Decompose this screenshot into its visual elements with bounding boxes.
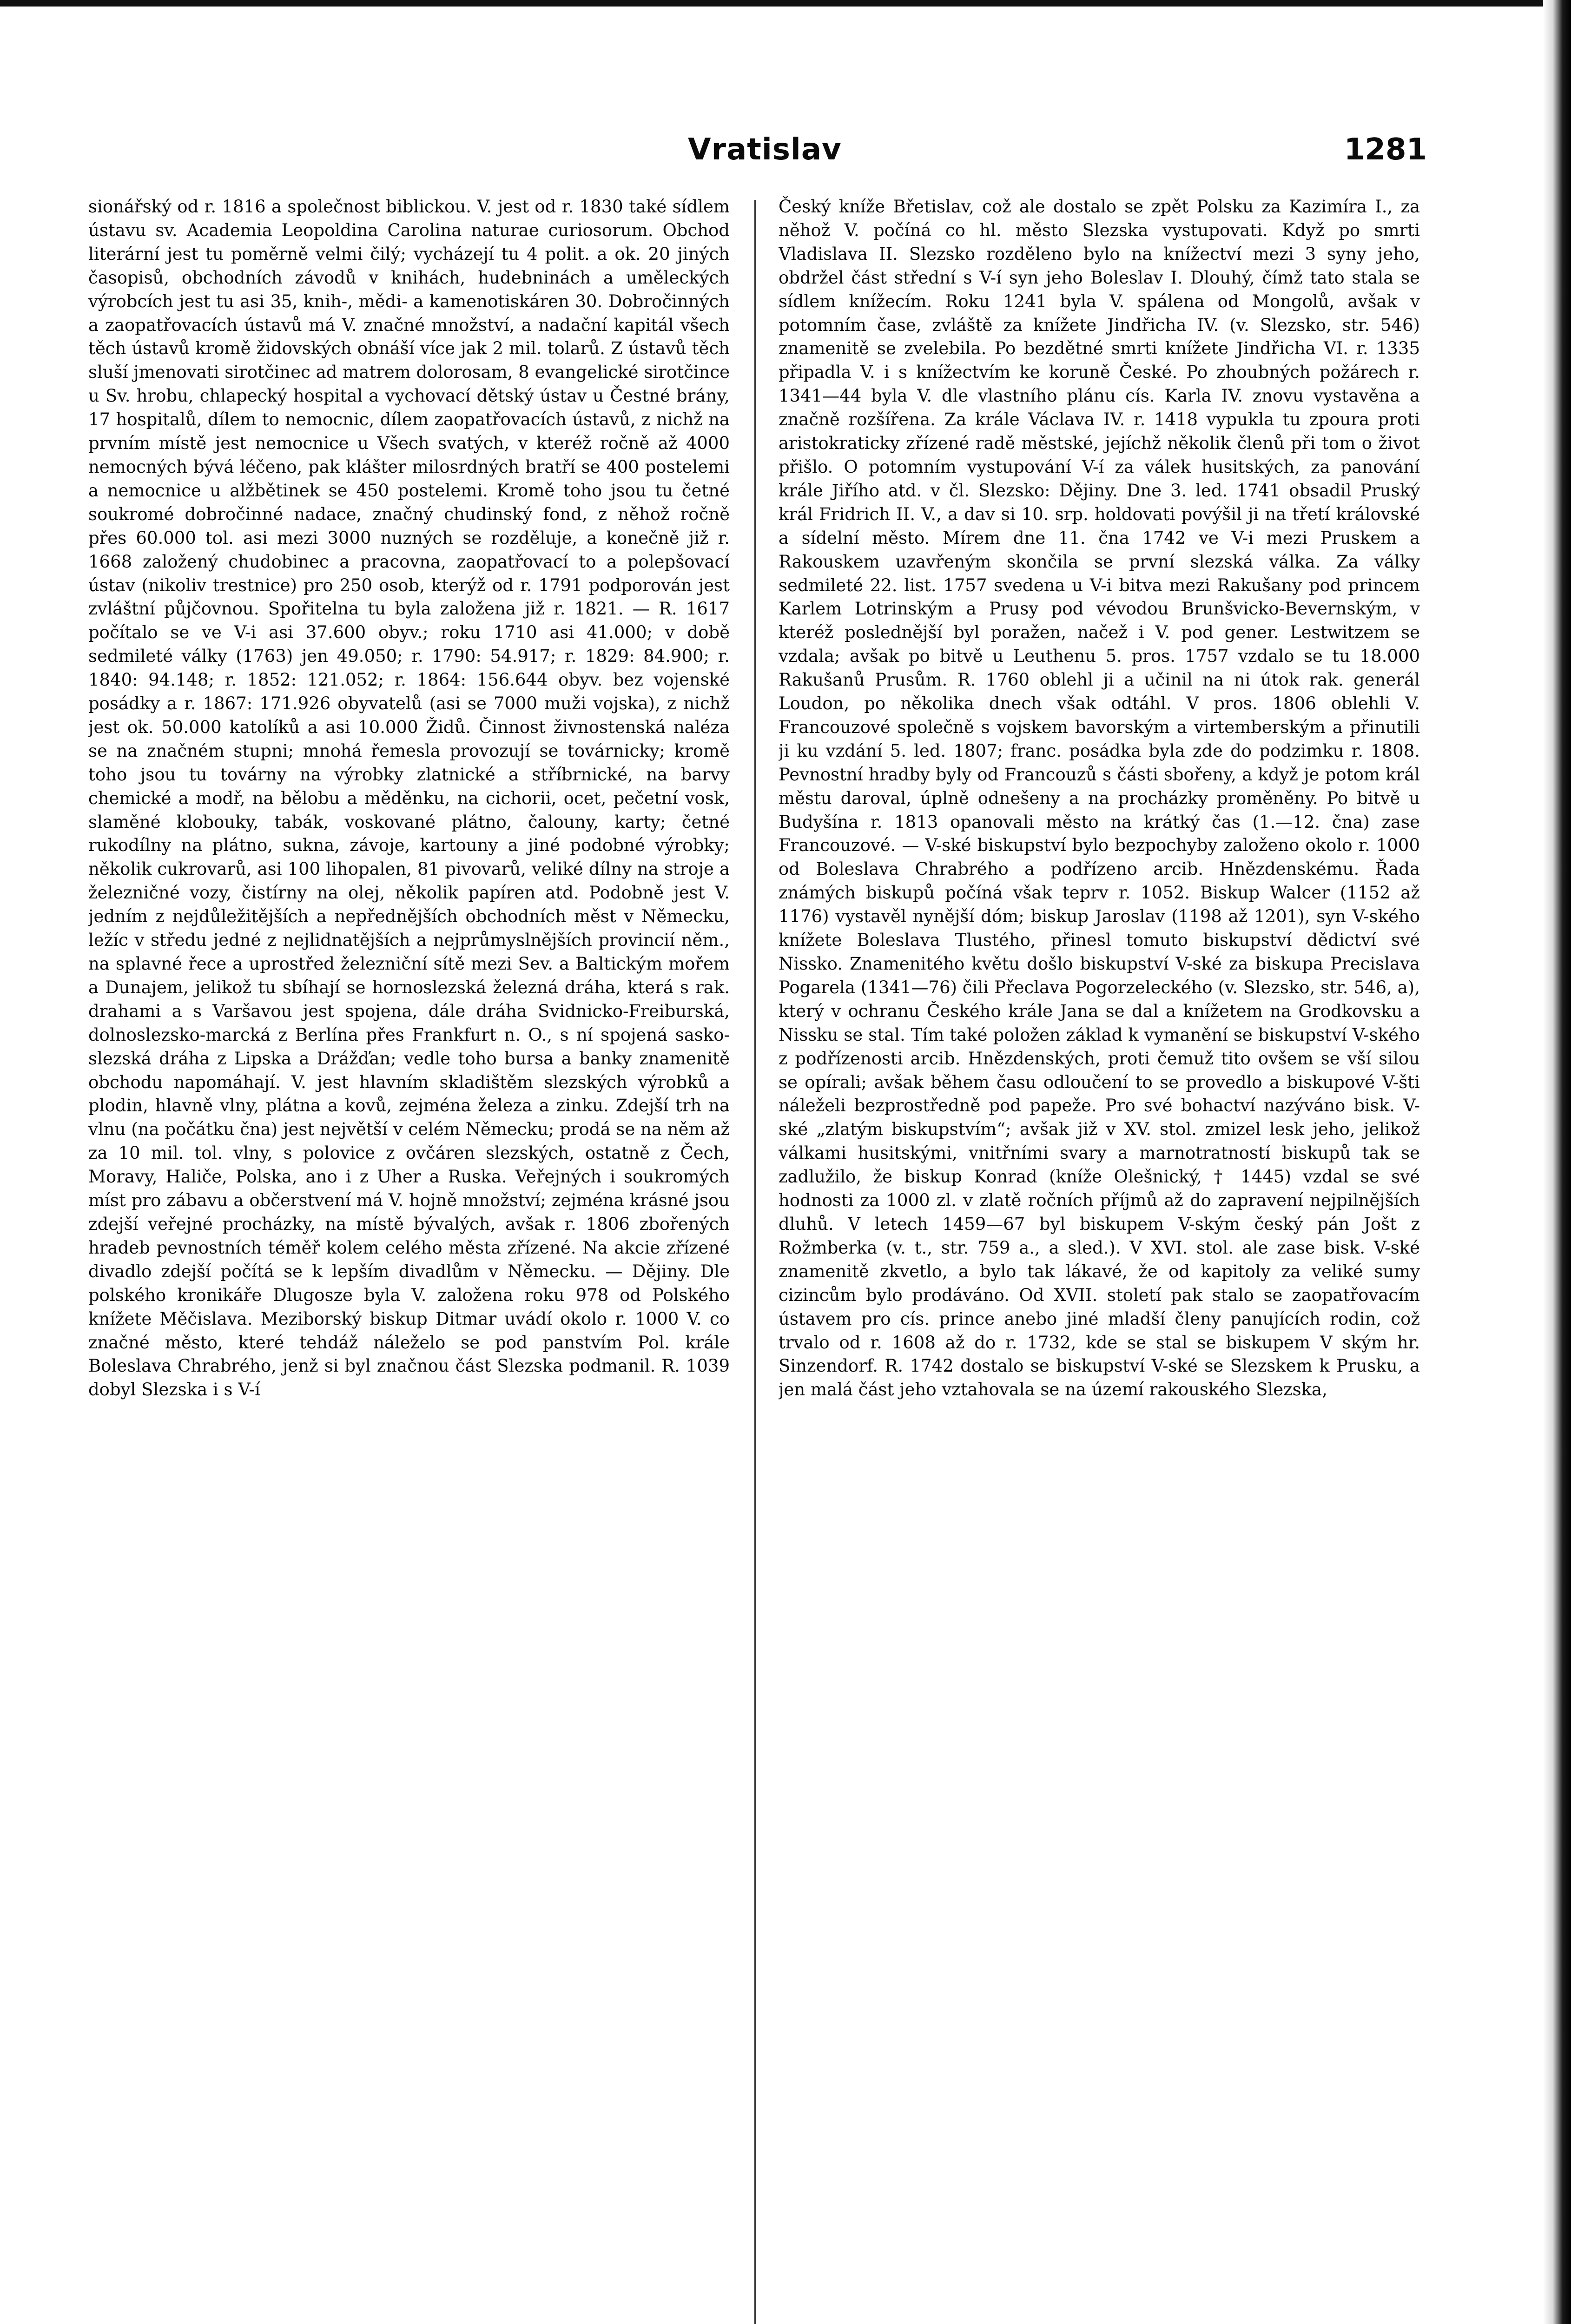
dictionary-page — [88, 0, 1427, 2324]
left-column-text: sionářský od r. 1816 a společnost biblickou. V. jest od r. 1830 také sídlem ústavu sv. Academia Leopoldina Carolina naturae curiosorum. Obchod literární jest tu poměrně velmi čilý; vycházejí tu 4 polit. a ok. 20 jiných časopisů, obchodních závodů v knihách, hudebninách a uměleckých výrobcích jest tu asi 35, knih-, mědi- a kamenotiskáren 30. Dobročinných a zaopatřovacích ústavů má V. značné množství, a nadační kapitál všech těch ústavů kromě židovských obnáší více jak 2 mil. tolarů. Z ústavů těch sluší jmenovati sirotčinec ad matrem dolorosam, 8 evangelické sirotčince u Sv. hrobu, chlapecký hospital a vychovací dětský ústav u Čestné brány, 17 hospitalů, dílem to nemocnic, dílem zaopatřovacích ústavů, z nichž na prvním místě jest nemocnice u Všech svatých, v kteréž ročně až 4000 nemocných bývá léčeno, pak klášter milosrdných bratří se 400 postelemi a nemocnice u alžbětinek se 450 postelemi. Kromě toho jsou tu četné soukromé dobročinné nadace, značný chudinský fond, z něhož ročně přes 60.000 tol. asi mezi 3000 nuzných se rozděluje, a konečně již r. 1668 založený chudobinec a pracovna, zaopatřovací to a polepšovací ústav (nikoliv trestnice) pro 250 osob, kterýž od r. 1791 podporován jest zvláštní půjčovnou. Spořitelna tu byla založena již r. 1821. — R. 1617 počítalo se ve V-i asi 37.600 obyv.; roku 1710 asi 41.000; v době sedmileté války (1763) jen 49.050; r. 1790: 54.917; r. 1829: 84.900; r. 1840: 94.148; r. 1852: 121.052; r. 1864: 156.644 obyv. bez vojenské posádky a r. 1867: 171.926 obyvatelů (asi se 7000 muži vojska), z nichž jest ok. 50.000 katolíků a asi 10.000 Židů. Činnost živnostenská naléza se na značném stupni; mnohá řemesla provozují se továrnicky; kromě toho jsou tu továrny na výrobky zlatnické a stříbrnické, na barvy chemické a modř, na bělobu a měděnku, na cichorii, ocet, pečetní vosk, slaměné klobouky, tabák, voskované plátno, čalouny, karty; četné rukodílny na plátno, sukna, závoje, kartouny a jiné podobné výrobky; několik cukrovarů, asi 100 lihopalen, 81 pivovarů, veliké dílny na stroje a železničné vozy, čistírny na olej, několik papíren atd. Podobně jest V. jedním z nejdůležitějších a nepřednějších obchodních měst v Německu, ležíc v středu jedné z nejlidnatějších a nejprůmyslnějších provincií něm., na splavné řece a uprostřed železniční sítě mezi Sev. a Baltickým mořem a Dunajem, jelikož tu sbíhají se hornoslezská železná dráha, která s rak. drahami a s Varšavou jest spojena, dále dráha Svidnicko-Freiburská, dolnoslezsko-marcká z Berlína přes Frankfurt n. O., s ní spojená sasko-slezská dráha z Lipska a Drážďan; vedle toho bursa a banky znamenitě obchodu napomáhají. V. jest hlavním skladištěm slezských výrobků a plodin, hlavně vlny, plátna a kovů, zejména železa a zinku. Zdejší trh na vlnu (na počátku čna) jest největší v celém Německu; prodá se na něm až za 10 mil. tol. vlny, s polovice z ovčáren slezských, ostatně z Čech, Moravy, Haliče, Polska, ano i z Uher a Ruska. Veřejných i soukromých míst pro zábavu a občerstvení má V. hojně množství; zejména krásné jsou zdejší veřejné procházky, na místě bývalých, avšak r. 1806 zbořených hradeb pevnostních téměř kolem celého města zřízené. Na akcie zřízené divadlo zdejší počítá se k lepším divadlům v Německu. — Dějiny. Dle polského kronikáře Dlugosze byla V. založena roku 978 od Polského knížete Měčislava. Meziborský biskup Ditmar uvádí okolo r. 1000 V. co značné město, které tehdáž náleželo se pod panstvím Pol. krále Boleslava Chrabrého, jenž si byl značnou část Slezska podmanil. R. 1039 dobyl Slezska i s V-í — [88, 197, 730, 1400]
left-column — [88, 195, 730, 2324]
column-divider — [754, 200, 756, 2324]
right-column-text: Český kníže Břetislav, což ale dostalo se zpět Polsku za Kazimíra I., za něhož V. počíná co hl. město Slezska vystupovati. Když po smrti Vladislava II. Slezsko rozděleno bylo na knížectví mezi 3 syny jeho, obdržel část střední s V-í syn jeho Boleslav I. Dlouhý, čímž tato stala se sídlem knížecím. Roku 1241 byla V. spálena od Mongolů, avšak v potomním čase, zvláště za knížete Jindřicha IV. (v. Slezsko, str. 546) znamenitě se zvelebila. Po bezdětné smrti knížete Jindřicha VI. r. 1335 připadla V. i s knížectvím ke koruně České. Po zhoubných požárech r. 1341—44 byla V. dle vlastního plánu cís. Karla IV. znovu vystavěna a značně rozšířena. Za krále Václava IV. r. 1418 vypukla tu zpoura proti aristokraticky zřízené radě městské, jejíchž několik členů při tom o život přišlo. O potomním vystupování V-í za válek husitských, za panování krále Jiřího atd. v čl. Slezsko: Dějiny. Dne 3. led. 1741 obsadil Pruský král Fridrich II. V., a dav si 10. srp. holdovati povýšil ji na třetí královské a sídelní město. Mírem dne 11. čna 1742 ve V-i mezi Pruskem a Rakouskem uzavřeným skončila se první slezská válka. Za války sedmileté 22. list. 1757 svedena u V-i bitva mezi Rakušany pod princem Karlem Lotrinským a Prusy pod vévodou Brunšvicko-Bevernským, v kteréž poslednější byl poražen, načež i V. pod gener. Lestwitzem se vzdala; avšak po bitvě u Leuthenu 5. pros. 1757 vzdalo se tu 18.000 Rakušanů Prusům. R. 1760 oblehl ji a učinil na ni útok rak. generál Loudon, po několika dnech však odtáhl. V pros. 1806 oblehli V. Francouzové společně s vojskem bavorským a virtemberským a přinutili ji ku vzdání 5. led. 1807; franc. posádka byla zde do podzimku r. 1808. Pevnostní hradby byly od Francouzů s části sbořeny, a když je potom král městu daroval, úplně odnešeny a na procházky proměněny. Po bitvě u Budyšína r. 1813 opanovali město na krátký čas (1.—12. čna) zase Francouzové. — V-ské biskupství bylo bezpochyby založeno okolo r. 1000 od Boleslava Chrabrého a podřízeno arcib. Hnězdenskému. Řada známých biskupů počíná však teprv r. 1052. Biskup Walcer (1152 až 1176) vystavěl nynější dóm; biskup Jaroslav (1198 až 1201), syn V-ského knížete Boleslava Tlustého, přinesl tomuto biskupství dědictví své Nissko. Znamenitého květu došlo biskupství V-ské za biskupa Precislava Pogarela (1341—76) čili Přeclava Pogorzeleckého (v. Slezsko, str. 546, a), který v ochranu Českého krále Jana se dal a knížetem na Grodkovsku a Nissku se stal. Tím také položen základ k vymanění se biskupství V-ského z podřízenosti arcib. Hnězdenských, proti čemuž tito ovšem se vší silou se opírali; avšak během času odloučení to se provedlo a biskupové V-šti náleželi bezprostředně pod papeže. Pro své bohactví nazýváno bisk. V-ské „zlatým biskupstvím“; avšak již v XV. stol. zmizel lesk jeho, jelikož válkami husitskými, vnitřními svary a marnotratností biskupů tak se zadlužilo, že biskup Konrad (kníže Olešnický, † 1445) vzdal se své hodnosti za 1000 zl. v zlatě ročních příjmů až do zapravení nejpilnějších dluhů. V letech 1459—67 byl biskupem V-ským český pán Jošt z Rožmberka (v. t., str. 759 a., a sled.). V XVI. stol. ale zase bisk. V-ské znamenitě zkvetlo, a bylo tak lákavé, že od kapitoly za veliké sumy cizincům bylo prodáváno. Od XVII. století pak stalo se zaopatřovacím ústavem pro cís. prince anebo jiné mladší členy panujících rodin, což trvalo od r. 1608 až do r. 1732, kde se stal se biskupem V ským hr. Sinzendorf. R. 1742 dostalo se biskupství V-ské se Slezskem k Prusku, a jen malá část jeho vztahovala se na území rakouského Slezska, — [779, 197, 1420, 1400]
running-head — [88, 132, 1427, 184]
page-number: 1281 — [1344, 132, 1427, 167]
running-title: Vratislav — [688, 132, 842, 167]
right-column — [779, 195, 1420, 2324]
scan-edge-right — [1543, 0, 1571, 2324]
